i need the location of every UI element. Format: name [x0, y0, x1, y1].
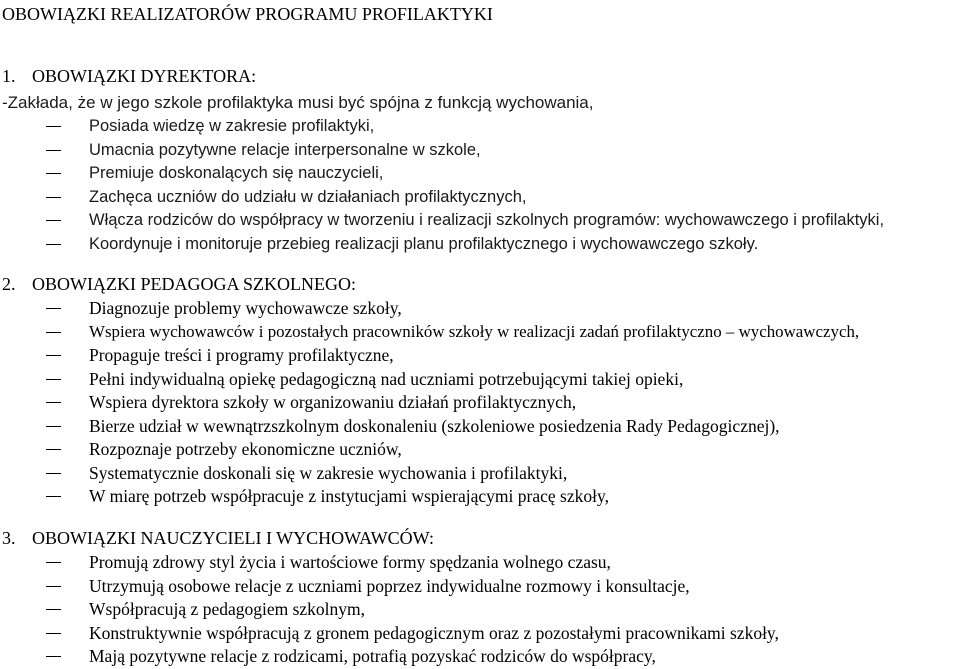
dash-bullet [46, 355, 61, 356]
dash-bullet [46, 220, 61, 221]
dash-bullet [46, 633, 61, 634]
list-item-text: Umacnia pozytywne relacje interpersonalne w szkole, [89, 140, 481, 159]
list-item-text: Posiada wiedzę w zakresie profilaktyki, [89, 117, 375, 135]
dash-bullet [46, 496, 61, 497]
list-item-text: Premiuje doskonalących się nauczycieli, [89, 164, 384, 182]
dash-bullet [46, 126, 61, 127]
list-item-text: W miarę potrzeb współpracuje z instytucjami wspierającymi pracę szkoły, [89, 486, 609, 506]
dash-bullet [46, 173, 61, 174]
list-item-text: Diagnozuje problemy wychowawcze szkoły, [89, 298, 402, 318]
list-item-text: Włącza rodziców do współpracy w tworzeniu i realizacji szkolnych programów: wychowawczego i profilaktyki, [89, 211, 885, 229]
dash-bullet [46, 150, 61, 151]
list-item-text: Mają pozytywne relacje z rodzicami, potrafią pozyskać rodziców do współpracy, [89, 646, 656, 666]
list-item-text: Rozpoznaje potrzeby ekonomiczne uczniów, [89, 439, 402, 459]
dash-bullet [46, 379, 61, 380]
section-title: OBOWIĄZKI PEDAGOGA SZKOLNEGO: [32, 274, 356, 294]
dash-bullet [46, 402, 61, 403]
section-1-intro: -Zakłada, że w jego szkole profilaktyka musi być spójna z funkcją wychowania, [2, 93, 594, 112]
section-3-heading [2, 527, 434, 549]
dash-bullet [46, 332, 61, 333]
dash-bullet [46, 244, 61, 245]
dash-bullet [46, 473, 61, 474]
dash-bullet [46, 609, 61, 610]
list-item-text: Zachęca uczniów do udziału w działaniach profilaktycznych, [89, 187, 527, 206]
document-title: OBOWIĄZKI REALIZATORÓW PROGRAMU PROFILAKTYKI [2, 4, 493, 24]
section-1-heading [2, 65, 256, 87]
list-item-text: Współpracują z pedagogiem szkolnym, [89, 599, 366, 619]
list-item-text: Koordynuje i monitoruje przebieg realizacji planu profilaktycznego i wychowawczego szkoły. [89, 234, 759, 253]
dash-bullet [46, 562, 61, 563]
dash-bullet [46, 308, 61, 309]
section-number: 2. [2, 274, 16, 294]
list-item-text: Bierze udział w wewnątrzszkolnym doskonaleniu (szkoleniowe posiedzenia Rady Pedagogicznej), [89, 415, 780, 436]
list-item-text: Wspiera dyrektora szkoły w organizowaniu działań profilaktycznych, [89, 392, 577, 412]
section-number: 3. [2, 528, 16, 548]
list-item-text: Utrzymują osobowe relacje z uczniami poprzez indywidualne rozmowy i konsultacje, [89, 575, 690, 596]
dash-bullet [46, 449, 61, 450]
list-item-text: Promują zdrowy styl życia i wartościowe formy spędzania wolnego czasu, [89, 552, 611, 572]
dash-bullet [46, 586, 61, 587]
dash-bullet [46, 656, 61, 657]
dash-bullet [46, 426, 61, 427]
list-item-text: Wspiera wychowawców i pozostałych pracowników szkoły w realizacji zadań profilaktyczno – wychowawczych, [89, 321, 860, 341]
section-title: OBOWIĄZKI DYREKTORA: [32, 66, 257, 86]
dash-bullet [46, 197, 61, 198]
list-item-text: Propaguje treści i programy profilaktyczne, [89, 345, 394, 365]
list-item-text: Konstruktywnie współpracują z gronem pedagogicznym oraz z pozostałymi pracownikami szkoły, [89, 622, 779, 643]
section-number: 1. [2, 66, 16, 86]
list-item-text: Pełni indywidualną opiekę pedagogiczną nad uczniami potrzebującymi takiej opieki, [89, 368, 684, 389]
section-title: OBOWIĄZKI NAUCZYCIELI I WYCHOWAWCÓW: [32, 528, 434, 548]
section-2-heading [2, 273, 356, 295]
list-item-text: Systematycznie doskonali się w zakresie wychowania i profilaktyki, [89, 462, 568, 483]
